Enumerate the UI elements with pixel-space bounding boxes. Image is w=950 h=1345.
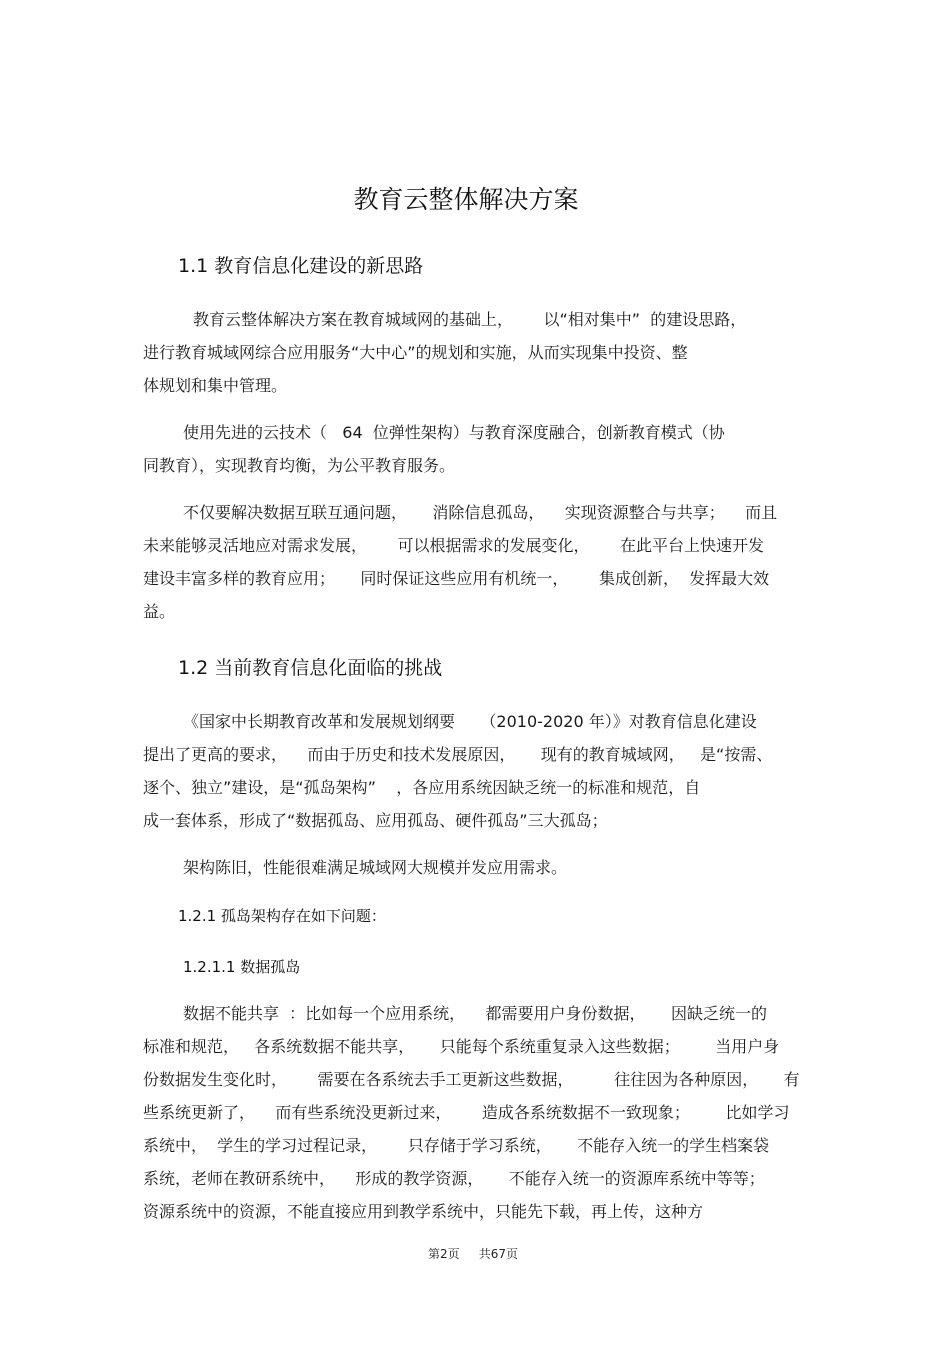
paragraph-line: 《国家中长期教育改革和发展规划纲要 （2010-2020 年）》对教育信息化建设 bbox=[183, 712, 757, 731]
paragraph-line: 未来能够灵活地应对需求发展， 可以根据需求的发展变化， 在此平台上快速开发 bbox=[143, 536, 765, 555]
section-heading-1-2-1: 1.2.1 孤岛架构存在如下问题： bbox=[178, 907, 386, 925]
paragraph-line: 系统，老师在教研系统中， 形成的教学资源， 不能存入统一的资源库系统中等等； bbox=[143, 1169, 765, 1188]
paragraph-line: 架构陈旧，性能很难满足城域网大规模并发应用需求。 bbox=[183, 858, 568, 877]
paragraph-line: 教育云整体解决方案在教育城域网的基础上， 以“相对集中” 的建设思路， bbox=[193, 310, 747, 329]
paragraph-line: 标准和规范， 各系统数据不能共享， 只能每个系统重复录入这些数据； 当用户身 bbox=[143, 1037, 780, 1056]
paragraph-line: 使用先进的云技术（ 64 位弹性架构）与教育深度融合，创新教育模式（协 bbox=[183, 423, 725, 442]
paragraph-line: 成一套体系，形成了“数据孤岛、应用孤岛、硬件孤岛”三大孤岛； bbox=[143, 811, 608, 830]
paragraph-line: 资源系统中的资源，不能直接应用到教学系统中，只能先下载，再上传，这种方 bbox=[143, 1202, 704, 1221]
paragraph-line: 系统中， 学生的学习过程记录， 只存储于学习系统， 不能存入统一的学生档案袋 bbox=[143, 1136, 770, 1155]
paragraph-line: 提出了更高的要求， 而由于历史和技术发展原因， 现有的教育城域网， 是“按需、 bbox=[143, 745, 773, 764]
paragraph-line: 不仅要解决数据互联互通问题， 消除信息孤岛， 实现资源整合与共享； 而且 bbox=[183, 503, 778, 522]
paragraph-line: 数据不能共享 ：比如每一个应用系统， 都需要用户身份数据， 因缺乏统一的 bbox=[183, 1004, 767, 1023]
paragraph-line: 进行教育城域网综合应用服务“大中心”的规划和实施，从而实现集中投资、整 bbox=[143, 343, 688, 362]
paragraph-line: 建设丰富多样的教育应用； 同时保证这些应用有机统一， 集成创新， 发挥最大效 bbox=[143, 569, 770, 588]
section-heading-1-2-1-1: 1.2.1.1 数据孤岛 bbox=[183, 958, 301, 976]
paragraph-line: 益。 bbox=[143, 602, 176, 621]
paragraph-line: 体规划和集中管理。 bbox=[143, 376, 288, 395]
paragraph-line: 逐个、独立”建设，是“孤岛架构” ，各应用系统因缺乏统一的标准和规范，自 bbox=[143, 778, 701, 797]
section-heading-1-2: 1.2 当前教育信息化面临的挑战 bbox=[178, 657, 443, 679]
section-heading-1-1: 1.1 教育信息化建设的新思路 bbox=[178, 255, 424, 277]
paragraph-line: 些系统更新了， 而有些系统没更新过来， 造成各系统数据不一致现象； 比如学习 bbox=[143, 1103, 790, 1122]
page-number-footer: 第2页 共67页 bbox=[428, 1247, 518, 1261]
paragraph-line: 同教育），实现教育均衡，为公平教育服务。 bbox=[143, 456, 456, 475]
document-title: 教育云整体解决方案 bbox=[353, 185, 579, 214]
paragraph-line: 份数据发生变化时， 需要在各系统去手工更新这些数据， 往往因为各种原因， 有 bbox=[143, 1070, 800, 1089]
